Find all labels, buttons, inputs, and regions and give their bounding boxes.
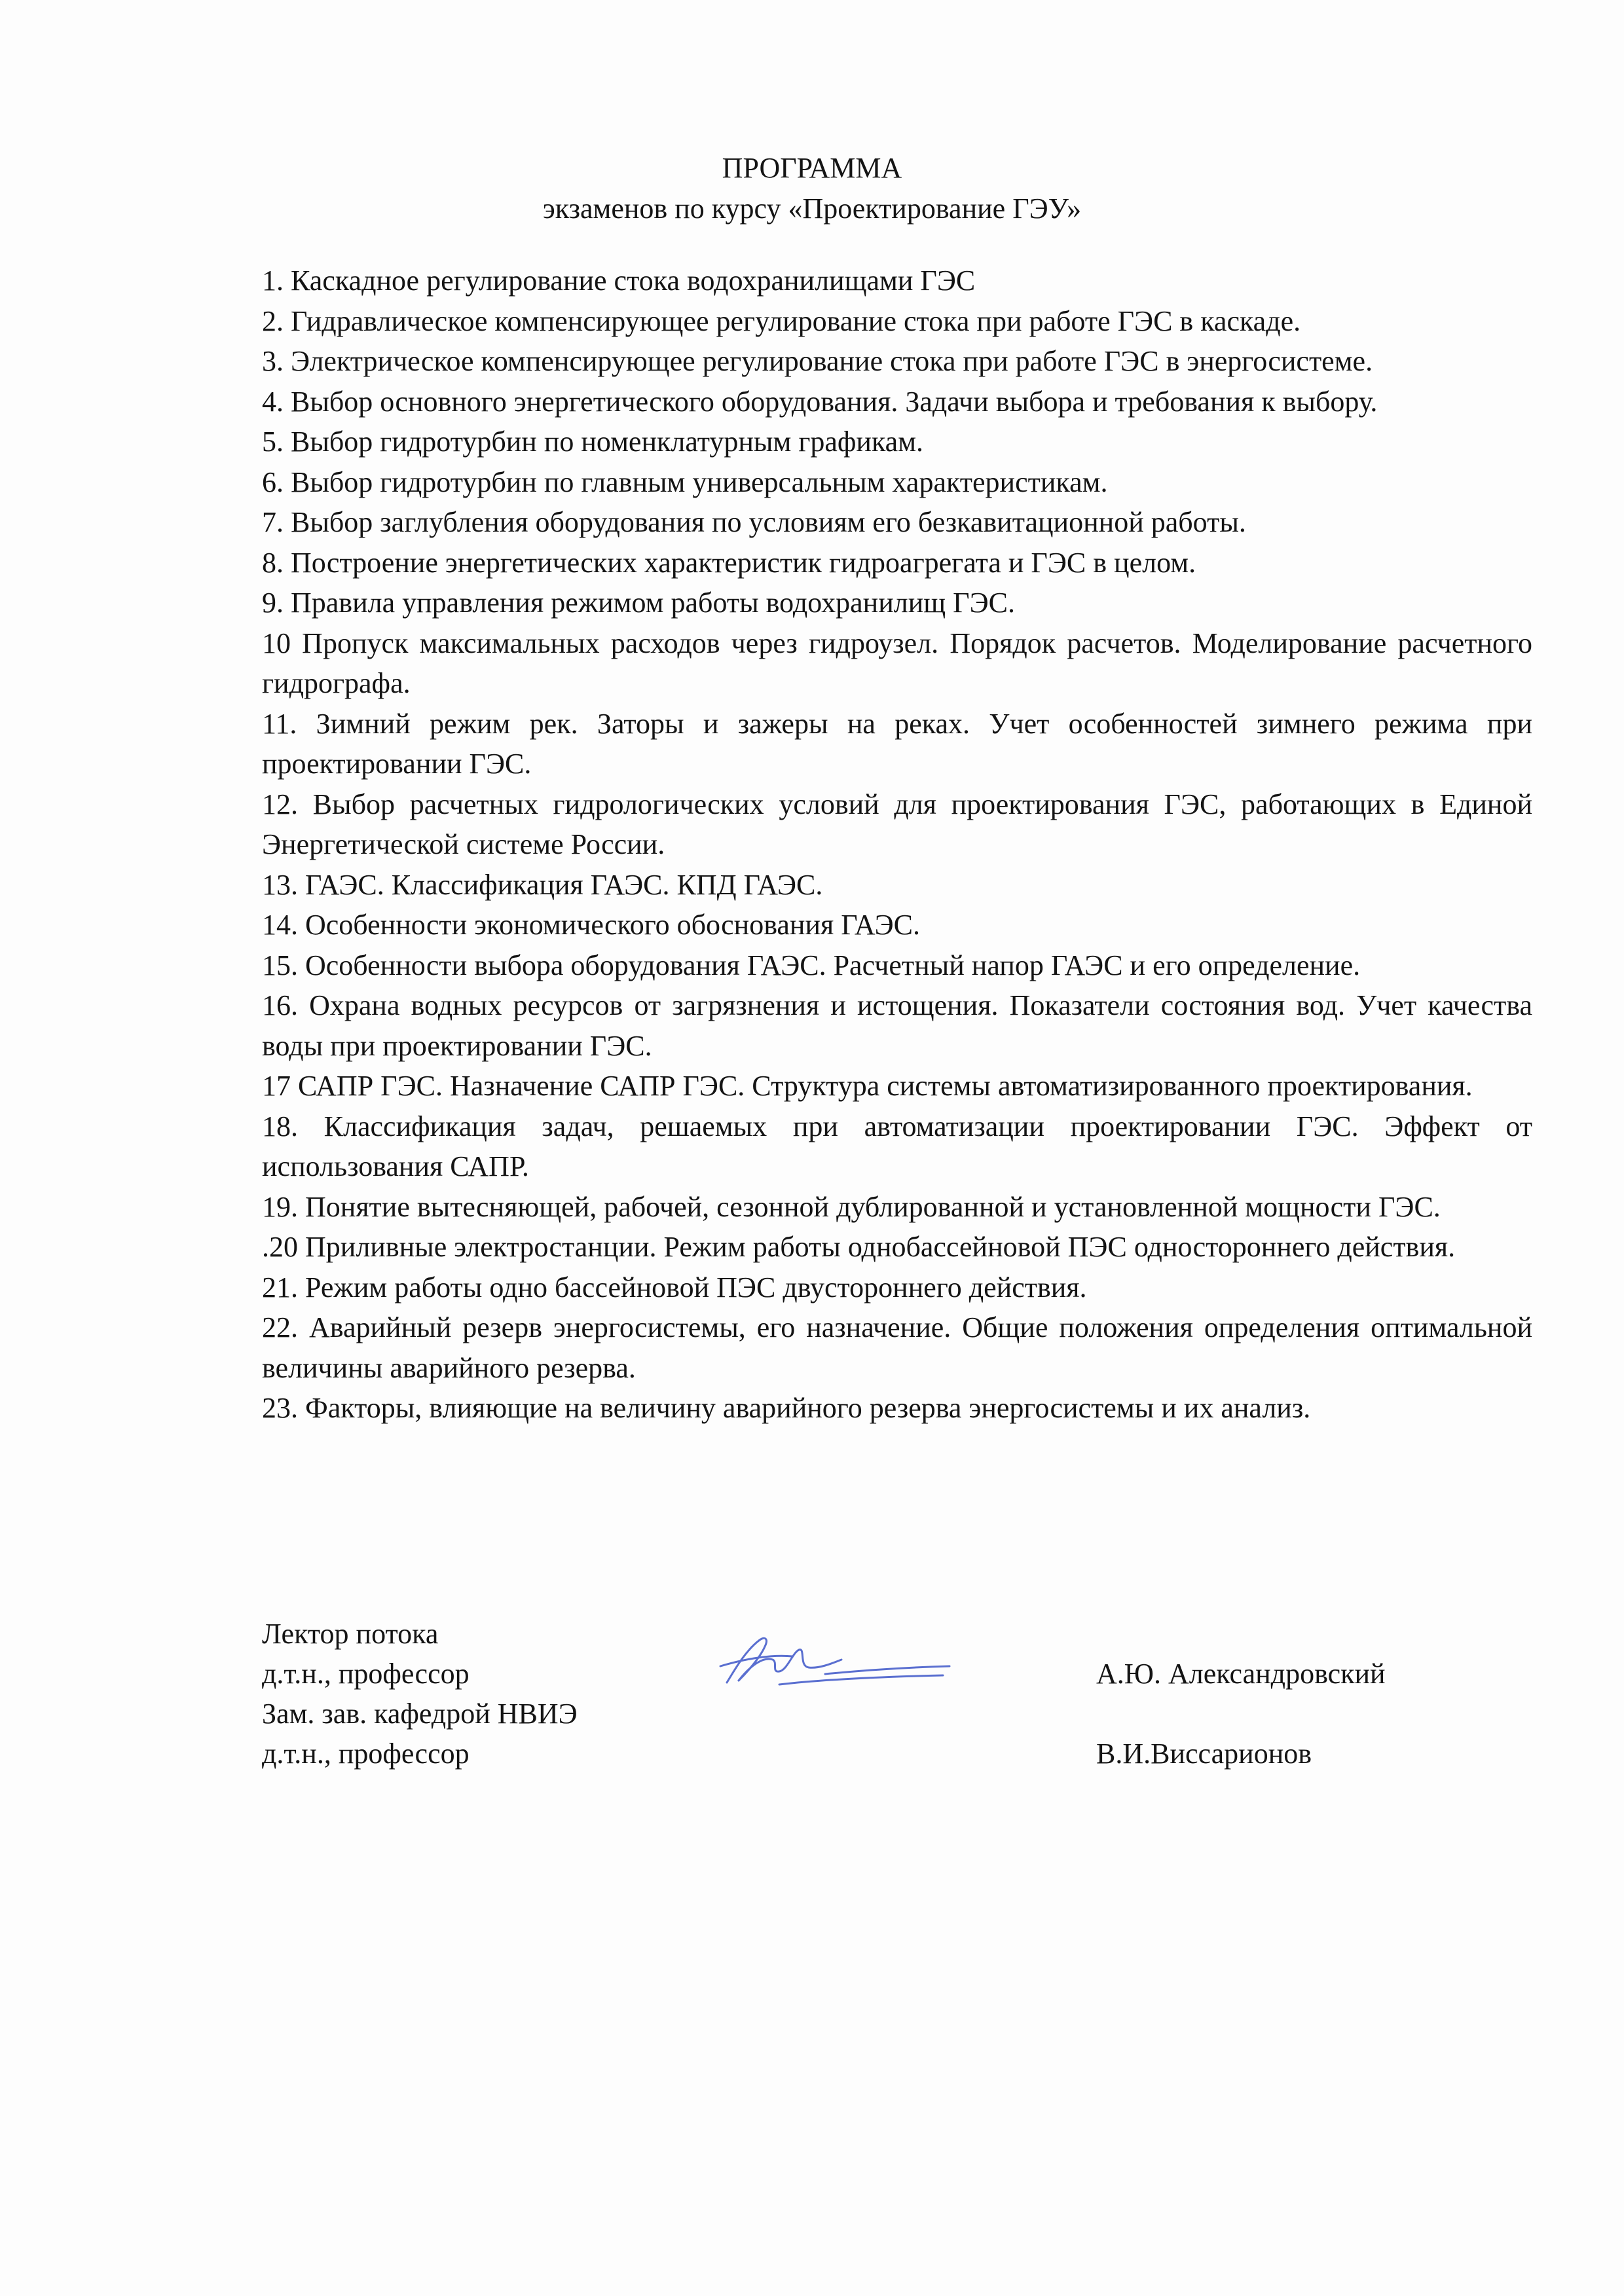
list-item: 3. Электрическое компенсирующее регулирование стока при работе ГЭС в энергосистеме. — [262, 345, 1373, 377]
list-item: 10 Пропуск максимальных расходов через гидроузел. Порядок расчетов. Моделирование расчетного гидрографа. — [262, 627, 1532, 699]
list-item: 14. Особенности экономического обоснования ГАЭС. — [262, 909, 920, 941]
list-item: 4. Выбор основного энергетического оборудования. Задачи выбора и требования к выбору. — [262, 385, 1378, 418]
list-item: 1. Каскадное регулирование стока водохранилищами ГЭС — [262, 264, 976, 297]
list-item: 2. Гидравлическое компенсирующее регулирование стока при работе ГЭС в каскаде. — [262, 304, 1301, 337]
list-item: 7. Выбор заглубления оборудования по условиям его безкавитационной работы. — [262, 506, 1246, 538]
document-subtitle: экзаменов по курсу «Проектирование ГЭУ» — [542, 192, 1082, 225]
list-item: 12. Выбор расчетных гидрологических условий для проектирования ГЭС, работающих в Единой Энергетической системе России. — [262, 788, 1532, 860]
lecturer-name: А.Ю. Александровский — [1096, 1658, 1386, 1690]
list-item: 8. Построение энергетических характеристик гидроагрегата и ГЭС в целом. — [262, 546, 1196, 579]
list-item: 11. Зимний режим рек. Заторы и зажеры на реках. Учет особенностей зимнего режима при проектировании ГЭС. — [262, 707, 1532, 780]
handwritten-signature — [701, 1620, 963, 1699]
list-item: 5. Выбор гидротурбин по номенклатурным графикам. — [262, 426, 924, 458]
list-item: 19. Понятие вытесняющей, рабочей, сезонной дублированной и установленной мощности ГЭС. — [262, 1190, 1441, 1223]
list-item: 22. Аварийный резерв энергосистемы, его назначение. Общие положения определения оптимальной величины аварийного резерва. — [262, 1311, 1532, 1384]
deputy-head-role: Зам. зав. кафедрой НВИЭ — [262, 1698, 578, 1730]
signatory-titles — [262, 1614, 578, 1774]
deputy-head-degree: д.т.н., профессор — [262, 1738, 470, 1770]
document-title: ПРОГРАММА — [722, 152, 902, 184]
list-item: 23. Факторы, влияющие на величину аварийного резерва энергосистемы и их анализ. — [262, 1392, 1311, 1424]
list-item: 9. Правила управления режимом работы водохранилищ ГЭС. — [262, 587, 1015, 619]
list-item: 21. Режим работы одно бассейновой ПЭС двустороннего действия. — [262, 1271, 1087, 1303]
lecturer-degree: д.т.н., профессор — [262, 1658, 470, 1690]
list-item: 17 САПР ГЭС. Назначение САПР ГЭС. Структура системы автоматизированного проектирования. — [262, 1070, 1473, 1102]
list-item: 16. Охрана водных ресурсов от загрязнения и истощения. Показатели состояния вод. Учет качества воды при проектировании ГЭС. — [262, 989, 1532, 1062]
deputy-head-name: В.И.Виссарионов — [1096, 1738, 1312, 1770]
document-header — [0, 148, 1624, 229]
list-item: 18. Классификация задач, решаемых при автоматизации проектировании ГЭС. Эффект от использования САПР. — [262, 1110, 1532, 1182]
list-item: 13. ГАЭС. Классификация ГАЭС. КПД ГАЭС. — [262, 868, 823, 901]
list-item: .20 Приливные электростанции. Режим работы однобассейновой ПЭС одностороннего действия. — [262, 1231, 1456, 1263]
lecturer-role: Лектор потока — [262, 1618, 439, 1650]
list-item: 6. Выбор гидротурбин по главным универсальным характеристикам. — [262, 465, 1108, 498]
exam-question-list — [262, 261, 1532, 1429]
list-item: 15. Особенности выбора оборудования ГАЭС. Расчетный напор ГАЭС и его определение. — [262, 949, 1361, 981]
signature-block — [262, 1614, 1532, 1784]
